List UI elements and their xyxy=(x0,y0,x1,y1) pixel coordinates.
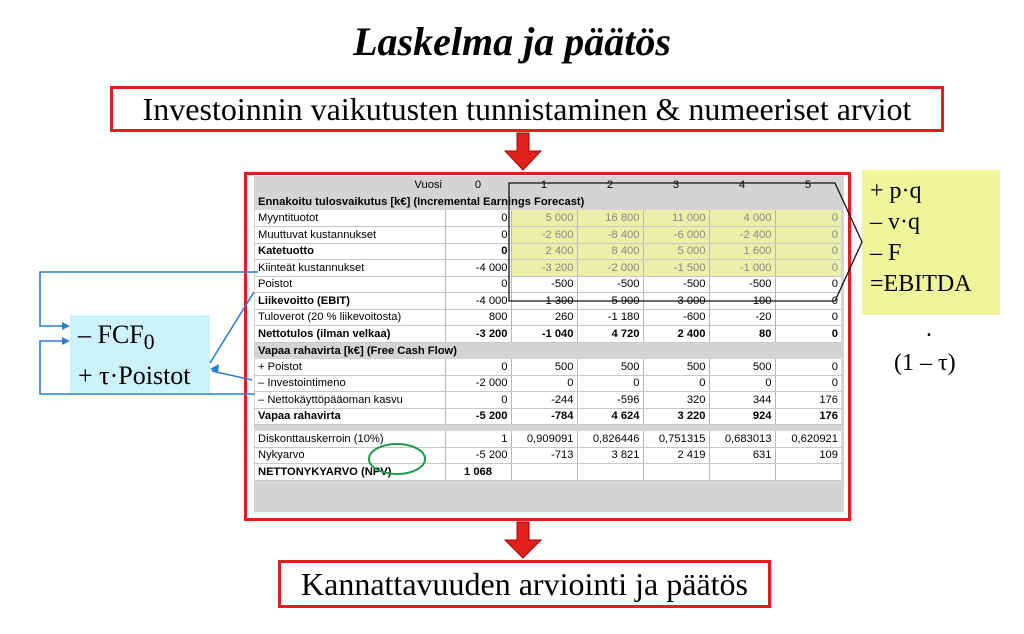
cell: 320 xyxy=(643,392,709,409)
cell: -1 040 xyxy=(511,326,577,343)
year-cell: 4 xyxy=(709,177,775,194)
cell: 109 xyxy=(775,447,841,464)
row-label: Kiinteät kustannukset xyxy=(255,260,445,277)
cell: -500 xyxy=(643,276,709,293)
cell: 0,826446 xyxy=(577,431,643,448)
cell: 631 xyxy=(709,447,775,464)
npv-value: 1 068 xyxy=(445,464,511,481)
cell: 0 xyxy=(445,359,511,376)
cell: 500 xyxy=(577,359,643,376)
row-label: Katetuotto xyxy=(255,243,445,260)
tax-shield-line: + τ·Poistot xyxy=(78,361,191,391)
row-label: Tuloverot (20 % liikevoitosta) xyxy=(255,309,445,326)
cell: 800 xyxy=(445,309,511,326)
cell: -713 xyxy=(511,447,577,464)
cell: 176 xyxy=(775,408,841,425)
row-label: Diskonttauskerroin (10%) xyxy=(255,431,445,448)
cell: 344 xyxy=(709,392,775,409)
cell: 3 000 xyxy=(643,293,709,310)
row-label: NETTONYKYARVO (NPV) xyxy=(255,464,445,481)
cell: 0 xyxy=(775,210,841,227)
year-cell: 5 xyxy=(775,177,841,194)
cell: -244 xyxy=(511,392,577,409)
cell: 500 xyxy=(643,359,709,376)
depreciation-connector-line xyxy=(210,292,254,363)
cell: 176 xyxy=(775,392,841,409)
cell: -1 000 xyxy=(709,260,775,277)
cell: -6 000 xyxy=(643,227,709,244)
cell: 5 000 xyxy=(511,210,577,227)
tax-factor: (1 – τ) xyxy=(894,350,956,376)
row-label: + Poistot xyxy=(255,359,445,376)
cell: 0 xyxy=(709,375,775,392)
identification-box: Investoinnin vaikutusten tunnistaminen & numeeriset arviot xyxy=(110,86,944,132)
cell: -5 200 xyxy=(445,408,511,425)
cell: -2 000 xyxy=(445,375,511,392)
formula-line: – F xyxy=(870,240,902,266)
cell: 0 xyxy=(775,227,841,244)
cell: 0 xyxy=(775,359,841,376)
section-title: Ennakoitu tulosvaikutus [k€] (Incremental Earnings Forecast) xyxy=(255,194,841,211)
cell: 0 xyxy=(775,260,841,277)
cell: 0,909091 xyxy=(511,431,577,448)
cell: 80 xyxy=(709,326,775,343)
arrow-head-icon xyxy=(62,337,70,345)
cell: 8 400 xyxy=(577,243,643,260)
formula-line: + p·q xyxy=(870,178,922,204)
cell: -3 200 xyxy=(445,326,511,343)
cell: 0 xyxy=(445,227,511,244)
formula-line: – v·q xyxy=(870,209,920,235)
cell: 0 xyxy=(445,392,511,409)
cell: -4 000 xyxy=(445,293,511,310)
cell: -500 xyxy=(709,276,775,293)
cell: 4 624 xyxy=(577,408,643,425)
cell: 500 xyxy=(709,359,775,376)
discount-rate-circle xyxy=(369,444,425,474)
year-cell: 3 xyxy=(643,177,709,194)
cell: 0 xyxy=(445,243,511,260)
cell: -3 200 xyxy=(511,260,577,277)
cell: 0 xyxy=(445,210,511,227)
cell: -1 500 xyxy=(643,260,709,277)
cell: -2 000 xyxy=(577,260,643,277)
year-cell: 1 xyxy=(511,177,577,194)
cell: -596 xyxy=(577,392,643,409)
row-label: Poistot xyxy=(255,276,445,293)
cell: -2 600 xyxy=(511,227,577,244)
fcf-connector-line xyxy=(40,272,258,326)
cell: -500 xyxy=(511,276,577,293)
page-title: Laskelma ja päätös xyxy=(353,19,671,64)
year-cell: 0 xyxy=(445,177,511,194)
year-label: Vuosi xyxy=(255,177,445,194)
cell: 2 400 xyxy=(511,243,577,260)
ebitda-callout-outline xyxy=(509,183,862,301)
cell: 0 xyxy=(775,243,841,260)
cell: 0 xyxy=(577,375,643,392)
cell: 500 xyxy=(511,359,577,376)
cell: -20 xyxy=(709,309,775,326)
cell: 0 xyxy=(775,309,841,326)
cell: 3 821 xyxy=(577,447,643,464)
cell: -600 xyxy=(643,309,709,326)
fcf-line: – $FCF_0$ xyxy=(78,320,155,355)
cell: 4 000 xyxy=(709,210,775,227)
cell: 0 xyxy=(775,326,841,343)
cell: 5 000 xyxy=(643,243,709,260)
fcf-connector-line xyxy=(40,341,255,394)
cell: 0 xyxy=(511,375,577,392)
cell: 2 400 xyxy=(643,326,709,343)
row-label: Vapaa rahavirta xyxy=(255,408,445,425)
formula-line: =EBITDA xyxy=(870,271,972,297)
cell: -4 000 xyxy=(445,260,511,277)
cell: 924 xyxy=(709,408,775,425)
cell: -784 xyxy=(511,408,577,425)
cell: 0 xyxy=(445,276,511,293)
cell: 1 600 xyxy=(709,243,775,260)
cell: 0 xyxy=(643,375,709,392)
cell: 2 419 xyxy=(643,447,709,464)
multiply-dot: . xyxy=(926,316,932,342)
row-label: Nykyarvo xyxy=(255,447,445,464)
cell: 1 xyxy=(445,431,511,448)
cell: 0,683013 xyxy=(709,431,775,448)
cell: -8 400 xyxy=(577,227,643,244)
cell: -500 xyxy=(577,276,643,293)
row-label: Liikevoitto (EBIT) xyxy=(255,293,445,310)
section-title: Vapaa rahavirta [k€] (Free Cash Flow) xyxy=(255,342,841,359)
cell: -5 200 xyxy=(445,447,511,464)
row-label: – Investointimeno xyxy=(255,375,445,392)
row-label: – Nettokäyttöpääoman kasvu xyxy=(255,392,445,409)
cell: 100 xyxy=(709,293,775,310)
arrow-head-icon xyxy=(62,322,70,330)
cell: 0,620921 xyxy=(775,431,841,448)
cell: 11 000 xyxy=(643,210,709,227)
year-cell: 2 xyxy=(577,177,643,194)
cell: 4 720 xyxy=(577,326,643,343)
cell: -1 180 xyxy=(577,309,643,326)
cell: 0,751315 xyxy=(643,431,709,448)
row-label: Myyntituotot xyxy=(255,210,445,227)
cell: 3 220 xyxy=(643,408,709,425)
row-label: Nettotulos (ilman velkaa) xyxy=(255,326,445,343)
row-label: Muuttuvat kustannukset xyxy=(255,227,445,244)
cell: 5 900 xyxy=(577,293,643,310)
decision-box: Kannattavuuden arviointi ja päätös xyxy=(278,560,771,608)
cell: 0 xyxy=(775,293,841,310)
cell: 16 800 xyxy=(577,210,643,227)
cell: -2 400 xyxy=(709,227,775,244)
cell: 0 xyxy=(775,276,841,293)
cell: 0 xyxy=(775,375,841,392)
cell: -1 300 xyxy=(511,293,577,310)
cell: 260 xyxy=(511,309,577,326)
